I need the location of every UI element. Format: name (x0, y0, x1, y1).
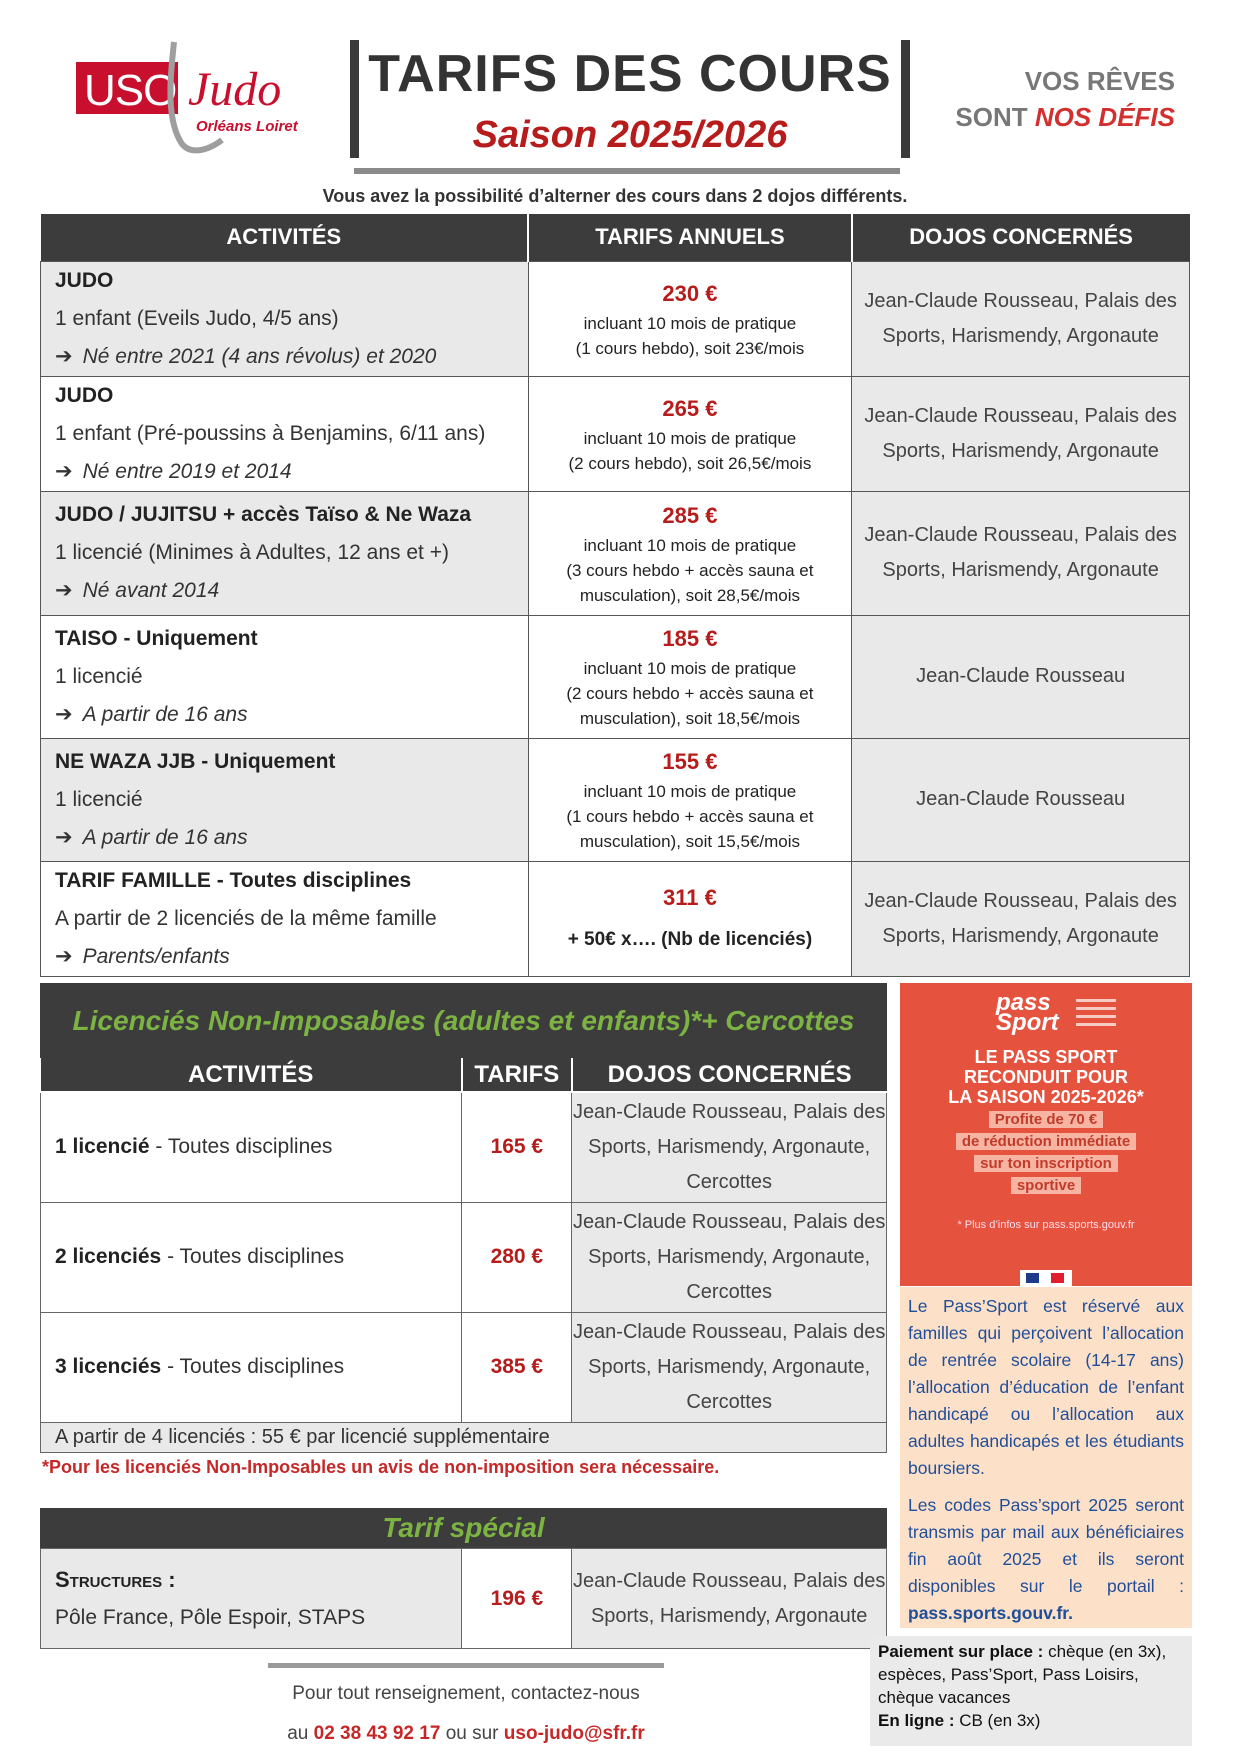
price-detail: musculation), soit 18,5€/mois (579, 709, 800, 728)
pass-sport-para-2: Les codes Pass’sport 2025 seront transmis par mail aux bénéficiaires fin août 2025 et ils seront disponibles sur le portail : pass.sports.gouv.fr. (908, 1495, 1184, 1623)
activity-title: JUDO (55, 383, 114, 407)
activity-title: TARIF FAMILLE - Toutes disciplines (55, 868, 412, 892)
price-value: 185 € (662, 626, 718, 651)
price-detail: incluant 10 mois de pratique (583, 782, 797, 801)
pass-sport-card (900, 983, 1192, 1286)
title-underline (354, 168, 900, 174)
price-cell (528, 861, 852, 976)
header-dojos: DOJOS CONCERNÉS (852, 214, 1190, 261)
arrow-right-icon: ➔ (55, 944, 73, 968)
dojo-cell: Jean-Claude Rousseau, Palais des Sports, Harismendy, Argonaute, Cercottes (572, 1092, 887, 1202)
table-row (41, 615, 1190, 738)
price-detail: musculation), soit 15,5€/mois (579, 832, 800, 851)
price-detail: incluant 10 mois de pratique (583, 659, 797, 678)
activity-cell (41, 738, 529, 861)
activity-cell: 1 licencié - Toutes disciplines (41, 1092, 462, 1202)
table-row (41, 738, 1190, 861)
dojo-cell: Jean-Claude Rousseau, Palais des Sports, Harismendy, Argonaute (572, 1549, 887, 1649)
activity-note: ➔ A partir de 16 ans (55, 825, 248, 849)
price-detail: (1 cours hebdo + accès sauna et (566, 807, 814, 826)
price-cell (528, 261, 852, 376)
activity-subtitle: 1 enfant (Pré-poussins à Benjamins, 6/11 ans) (55, 421, 486, 445)
price-detail: musculation), soit 28,5€/mois (579, 585, 800, 605)
dojo-cell: Jean-Claude Rousseau, Palais des Sports, Harismendy, Argonaute (852, 376, 1190, 491)
contact-divider (268, 1663, 664, 1668)
dojo-cell: Jean-Claude Rousseau, Palais des Sports, Harismendy, Argonaute, Cercottes (572, 1312, 887, 1422)
non-imposable-table (40, 1058, 887, 1453)
pass-sport-link[interactable]: pass.sports.gouv.fr. (908, 1603, 1073, 1623)
activity-note: ➔ Né entre 2019 et 2014 (55, 459, 292, 483)
page-title: TARIFS DES COURS (368, 45, 892, 103)
arrow-right-icon: ➔ (55, 825, 73, 849)
activity-title: JUDO / JUJITSU + accès Taïso & Ne Waza (55, 503, 472, 526)
logo-city-text: Orléans Loiret (196, 118, 298, 135)
price-detail: incluant 10 mois de pratique (583, 313, 797, 333)
activity-subtitle: 1 licencié (55, 664, 143, 688)
arrow-right-icon: ➔ (55, 702, 73, 726)
contact-line-1: Pour tout renseignement, contactez-nous (292, 1683, 640, 1704)
header-tarifs: TARIFS (462, 1058, 572, 1092)
arrow-right-icon: ➔ (55, 579, 73, 602)
activity-cell (41, 861, 529, 976)
slogan (915, 63, 1175, 135)
price-detail: incluant 10 mois de pratique (583, 535, 797, 555)
table-row (41, 1312, 887, 1422)
activity-cell (41, 1549, 462, 1649)
table-row (41, 261, 1190, 376)
pass-logo-line-1: pass (996, 989, 1051, 1016)
price-value: 280 € (462, 1202, 572, 1312)
table-row (41, 376, 1190, 491)
table-note-row (41, 1422, 887, 1452)
dojo-cell: Jean-Claude Rousseau, Palais des Sports, Harismendy, Argonaute (852, 261, 1190, 376)
pass-sport-info: * Plus d’infos sur pass.sports.gouv.fr (957, 1219, 1135, 1231)
price-cell (528, 738, 852, 861)
price-detail: incluant 10 mois de pratique (583, 428, 797, 448)
dojo-cell: Jean-Claude Rousseau, Palais des Sports, Harismendy, Argonaute, Cercottes (572, 1202, 887, 1312)
activity-subtitle: 1 enfant (Eveils Judo, 4/5 ans) (55, 306, 339, 330)
price-value: 265 € (662, 395, 718, 421)
price-value: 196 € (462, 1549, 572, 1649)
structures-label: Structures : (55, 1566, 176, 1592)
page-subtitle: Saison 2025/2026 (472, 114, 788, 156)
price-detail: (2 cours hebdo + accès sauna et (566, 684, 814, 703)
arrow-right-icon: ➔ (55, 344, 73, 368)
header-dojos: DOJOS CONCERNÉS (572, 1058, 887, 1092)
price-value: 385 € (462, 1312, 572, 1422)
price-detail: (3 cours hebdo + accès sauna et (566, 560, 814, 580)
dojo-cell: Jean-Claude Rousseau, Palais des Sports, Harismendy, Argonaute (852, 861, 1190, 976)
pass-sport-offer: Profite de 70 € de réduction immédiate sur ton inscription sportive (930, 1109, 1162, 1197)
price-cell (528, 491, 852, 615)
payment-online: En ligne : CB (en 3x) (878, 1711, 1041, 1730)
slogan-red: NOS DÉFIS (1034, 102, 1175, 132)
activity-subtitle: A partir de 2 licenciés de la même famille (55, 906, 437, 930)
non-imposable-section (40, 983, 887, 1453)
pass-sport-logo (996, 989, 1059, 1036)
price-value: 285 € (662, 502, 718, 528)
activity-cell (41, 615, 529, 738)
email-link[interactable]: uso-judo@sfr.fr (503, 1723, 645, 1744)
table-row (41, 491, 1190, 615)
slogan-line-2 (915, 99, 1175, 135)
dojo-cell: Jean-Claude Rousseau (852, 615, 1190, 738)
title-block (350, 40, 910, 158)
activity-note: ➔ A partir de 16 ans (55, 702, 248, 726)
activity-note: ➔ Parents/enfants (55, 944, 230, 968)
price-cell (528, 376, 852, 491)
special-tarif-section (40, 1508, 887, 1649)
logo-judo-text: Judo (188, 63, 282, 116)
arrow-right-icon: ➔ (55, 459, 73, 483)
main-table-header (41, 214, 1190, 261)
activity-cell (41, 261, 529, 376)
structures-detail: Pôle France, Pôle Espoir, STAPS (55, 1605, 366, 1629)
pass-stripes-icon (1076, 997, 1116, 1031)
contact-block (200, 1674, 732, 1754)
contact-line-2: au 02 38 43 92 17 ou sur uso-judo@sfr.fr (287, 1723, 645, 1744)
french-flag-icon (1020, 1270, 1072, 1286)
activity-title: NE WAZA JJB - Uniquement (55, 749, 336, 773)
table-row (41, 1202, 887, 1312)
price-value: 155 € (662, 749, 718, 774)
logo-swoosh-icon (74, 40, 304, 158)
price-cell (528, 615, 852, 738)
dojo-cell: Jean-Claude Rousseau (852, 738, 1190, 861)
activity-title: TAISO - Uniquement (55, 626, 258, 650)
special-tarif-title: Tarif spécial (40, 1508, 887, 1548)
activity-cell (41, 491, 529, 615)
payment-onsite: Paiement sur place : chèque (en 3x), espèces, Pass’Sport, Pass Loisirs, chèque vacances (878, 1642, 1167, 1707)
pass-sport-description (900, 1287, 1192, 1628)
activity-cell (41, 376, 529, 491)
price-formula: + 50€ x…. (Nb de licenciés) (567, 928, 813, 950)
activity-note: ➔ Né entre 2021 (4 ans révolus) et 2020 (55, 344, 437, 368)
table-row (41, 1549, 887, 1649)
table-row (41, 861, 1190, 976)
pass-sport-title: LE PASS SPORT RECONDUIT POUR LA SAISON 2025-2026* (948, 1047, 1144, 1107)
activity-title: JUDO (55, 268, 114, 292)
activity-cell: 2 licenciés - Toutes disciplines (41, 1202, 462, 1312)
slogan-grey: SONT (955, 102, 1035, 132)
pass-sport-para-1: Le Pass’Sport est réservé aux familles qui perçoivent l’allocation de rentrée scolaire (14-17 ans) l’allocation d’éducation de l’enfant handicapé ou l’allocation aux adultes handicapés et les étudiants boursiers. (908, 1296, 1184, 1478)
intro-text: Vous avez la possibilité d’alterner des cours dans 2 dojos différents. (322, 186, 908, 206)
non-imposable-footnote: *Pour les licenciés Non-Imposables un avis de non-imposition sera nécessaire. (42, 1457, 720, 1477)
activity-subtitle: 1 licencié (55, 787, 143, 811)
activity-subtitle: 1 licencié (Minimes à Adultes, 12 ans et +) (55, 541, 449, 564)
non-imposable-title: Licenciés Non-Imposables (adultes et enfants)*+ Cercottes (40, 983, 887, 1058)
slogan-line-1: VOS RÊVES (1024, 66, 1175, 96)
header-activites: ACTIVITÉS (41, 214, 529, 261)
dojo-cell: Jean-Claude Rousseau, Palais des Sports, Harismendy, Argonaute (852, 491, 1190, 615)
price-detail: (2 cours hebdo), soit 26,5€/mois (568, 453, 812, 473)
header-tarifs: TARIFS ANNUELS (528, 214, 852, 261)
pass-logo-line-2: Sport (996, 1009, 1059, 1036)
price-value: 311 € (663, 884, 717, 910)
price-value: 165 € (462, 1092, 572, 1202)
price-value: 230 € (662, 280, 718, 306)
club-logo (74, 40, 304, 158)
non-imposable-header (41, 1058, 887, 1092)
logo-uso-text: USO (84, 66, 177, 115)
special-tarif-table (40, 1548, 887, 1649)
activity-note: ➔ Né avant 2014 (55, 579, 220, 602)
phone-number[interactable]: 02 38 43 92 17 (313, 1723, 441, 1744)
table-row (41, 1092, 887, 1202)
extra-licence-note: A partir de 4 licenciés : 55 € par licencié supplémentaire (41, 1422, 887, 1452)
payment-info (870, 1636, 1192, 1746)
main-price-table (40, 214, 1190, 977)
price-detail: (1 cours hebdo), soit 23€/mois (575, 338, 805, 358)
activity-cell: 3 licenciés - Toutes disciplines (41, 1312, 462, 1422)
header-activites: ACTIVITÉS (41, 1058, 462, 1092)
